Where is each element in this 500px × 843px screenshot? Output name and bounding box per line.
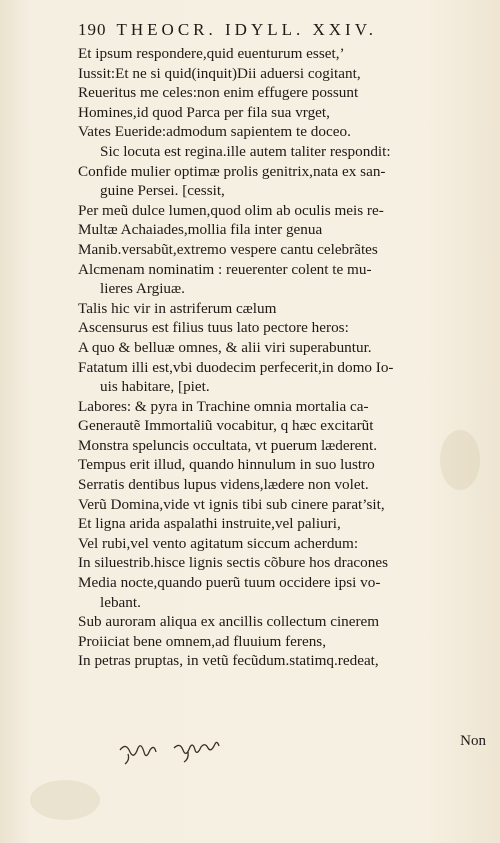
text-line: Homines,id quod Parca per fila sua vrget, xyxy=(78,103,330,121)
running-title: THEOCR. IDYLL. XXIV. xyxy=(116,20,378,39)
text-line: Sic locuta est regina.ille autem taliter respondit: xyxy=(100,142,391,160)
text-line: Confide mulier optimæ prolis genitrix,nata ex san- xyxy=(78,162,386,180)
text-line: Sub auroram aliqua ex ancillis collectum cinerem xyxy=(78,613,380,631)
text-line: Talis hic vir in astriferum cælum xyxy=(78,299,277,317)
text-line: Monstra speluncis occultata, vt puerum læderent. xyxy=(78,436,378,454)
text-line: Fatatum illi est,vbi duodecim perfecerit,in domo Io- xyxy=(78,358,394,376)
text-line: Et ipsum respondere,quid euenturum esset,’ xyxy=(78,45,345,62)
text-line: Vel rubi,vel vento agitatum siccum acherdum: xyxy=(78,534,359,552)
text-line: Multæ Achaiades,mollia fila inter genua xyxy=(78,221,323,239)
handwritten-scribble xyxy=(118,736,238,766)
text-line: Manib.versabũt,extremo vespere cantu celebrãtes xyxy=(78,240,378,258)
page-number: 190 xyxy=(78,20,107,39)
running-header xyxy=(78,20,478,40)
text-line: Et ligna arida aspalathi instruite,vel paliuri, xyxy=(78,515,341,533)
text-line: Labores: & pyra in Trachine omnia mortalia ca- xyxy=(78,397,369,415)
text-line: In petras pruptas, in vetũ fecũdum.statimq.redeat, xyxy=(78,652,379,670)
text-line: guine Persei. [cessit, xyxy=(100,182,225,200)
text-line: Reueritus me celes:non enim effugere possunt xyxy=(78,84,359,102)
catchword: Non xyxy=(460,733,486,749)
text-line: uis habitare, [piet. xyxy=(100,378,210,396)
text-line: Iussit:Et ne si quid(inquit)Dii aduersi cogitant, xyxy=(78,64,361,82)
text-line: A quo & belluæ omnes, & alii viri superabuntur. xyxy=(78,338,372,356)
paper-stain xyxy=(30,780,100,820)
text-line: Per meũ dulce lumen,quod olim ab oculis meis re- xyxy=(78,201,384,219)
text-line: lieres Argiuæ. xyxy=(100,280,185,298)
text-line: In siluestrib.hisce lignis sectis cõbure hos dracones xyxy=(78,554,389,572)
text-line: Alcmenam nominatim : reuerenter colent te mu- xyxy=(78,260,372,278)
latin-verse-text xyxy=(78,44,488,671)
text-line: Generautẽ Immortaliũ vocabitur, q hæc excitarũt xyxy=(78,417,374,435)
text-line: lebant. xyxy=(100,593,141,611)
text-line: Proiiciat bene omnem,ad fluuium ferens, xyxy=(78,632,326,650)
text-line: Verũ Domina,vide vt ignis tibi sub cinere parat’sit, xyxy=(78,495,385,513)
text-line: Media nocte,quando puerũ tuum occidere ipsi vo- xyxy=(78,574,381,592)
text-line: Tempus erit illud, quando hinnulum in suo lustro xyxy=(78,456,375,474)
text-line: Serratis dentibus lupus videns,lædere non volet. xyxy=(78,476,369,494)
text-line: Vates Eueride:admodum sapientem te doceo. xyxy=(78,123,351,141)
text-line: Ascensurus est filius tuus lato pectore heros: xyxy=(78,319,349,337)
